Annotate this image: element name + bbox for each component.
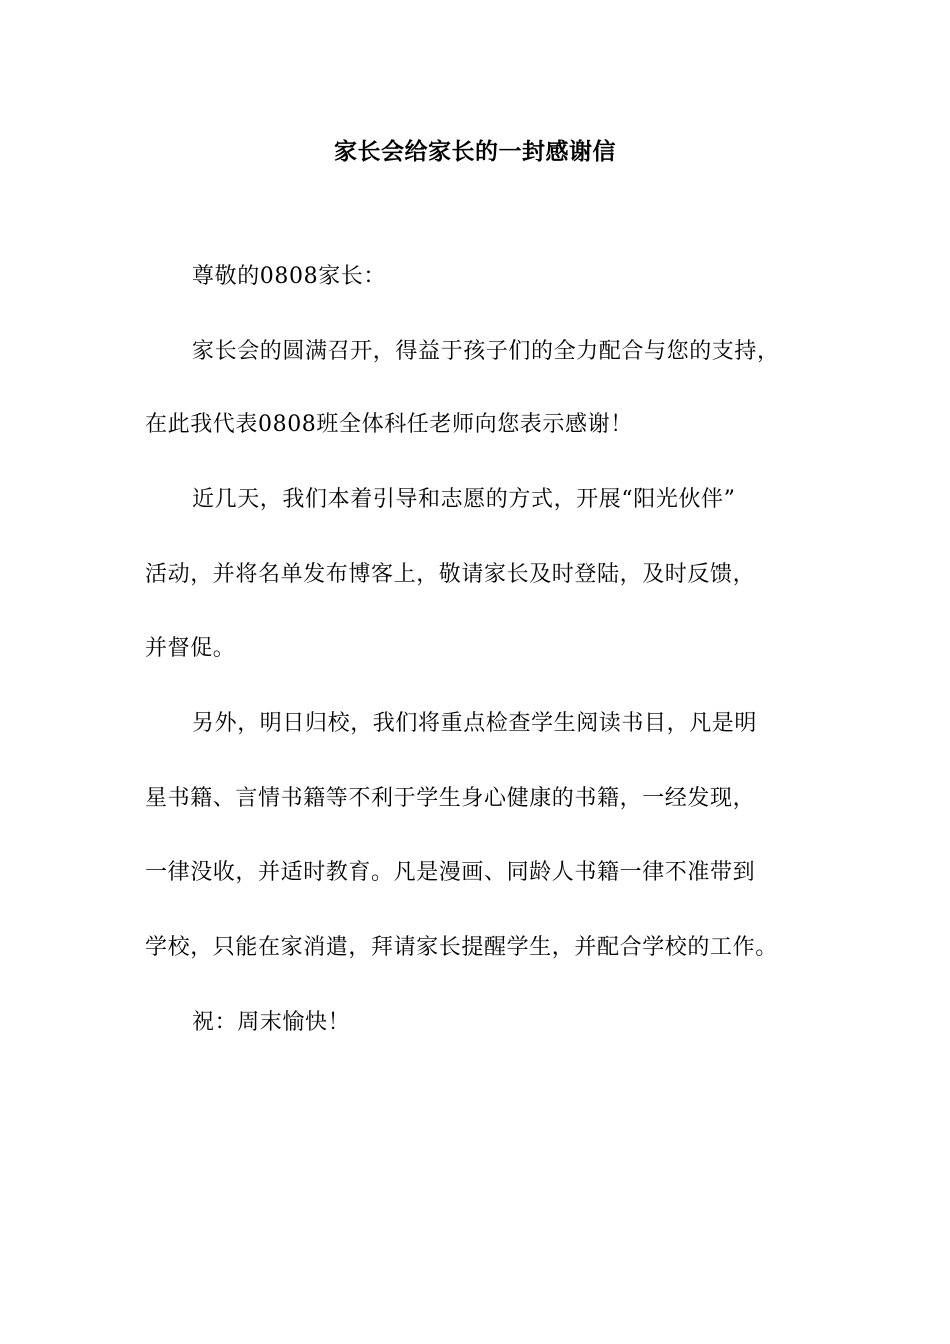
closing: 祝：周末愉快！ — [192, 1010, 351, 1035]
body-line: 星书籍、言情书籍等不利于学生身心健康的书籍，一经发现， — [145, 786, 756, 811]
body-line: 另外，明日归校，我们将重点检查学生阅读书目，凡是明 — [192, 711, 758, 736]
body-line: 在此我代表0808班全体科任老师向您表示感谢！ — [145, 412, 633, 437]
salutation: 尊敬的0808家长： — [192, 264, 386, 289]
body-line: 并督促。 — [145, 636, 236, 661]
body-line: 家长会的圆满召开，得益于孩子们的全力配合与您的支持， — [192, 339, 780, 364]
body-line: 一律没收，并适时教育。凡是漫画、同龄人书籍一律不准带到 — [145, 860, 756, 885]
document-title: 家长会给家长的一封感谢信 — [334, 138, 616, 165]
body-line: 活动，并将名单发布博客上，敬请家长及时登陆，及时反馈， — [145, 562, 756, 587]
body-line: 近几天，我们本着引导和志愿的方式，开展“阳光伙伴” — [192, 487, 736, 512]
body-line: 学校，只能在家消遣，拜请家长提醒学生，并配合学校的工作。 — [145, 935, 778, 960]
